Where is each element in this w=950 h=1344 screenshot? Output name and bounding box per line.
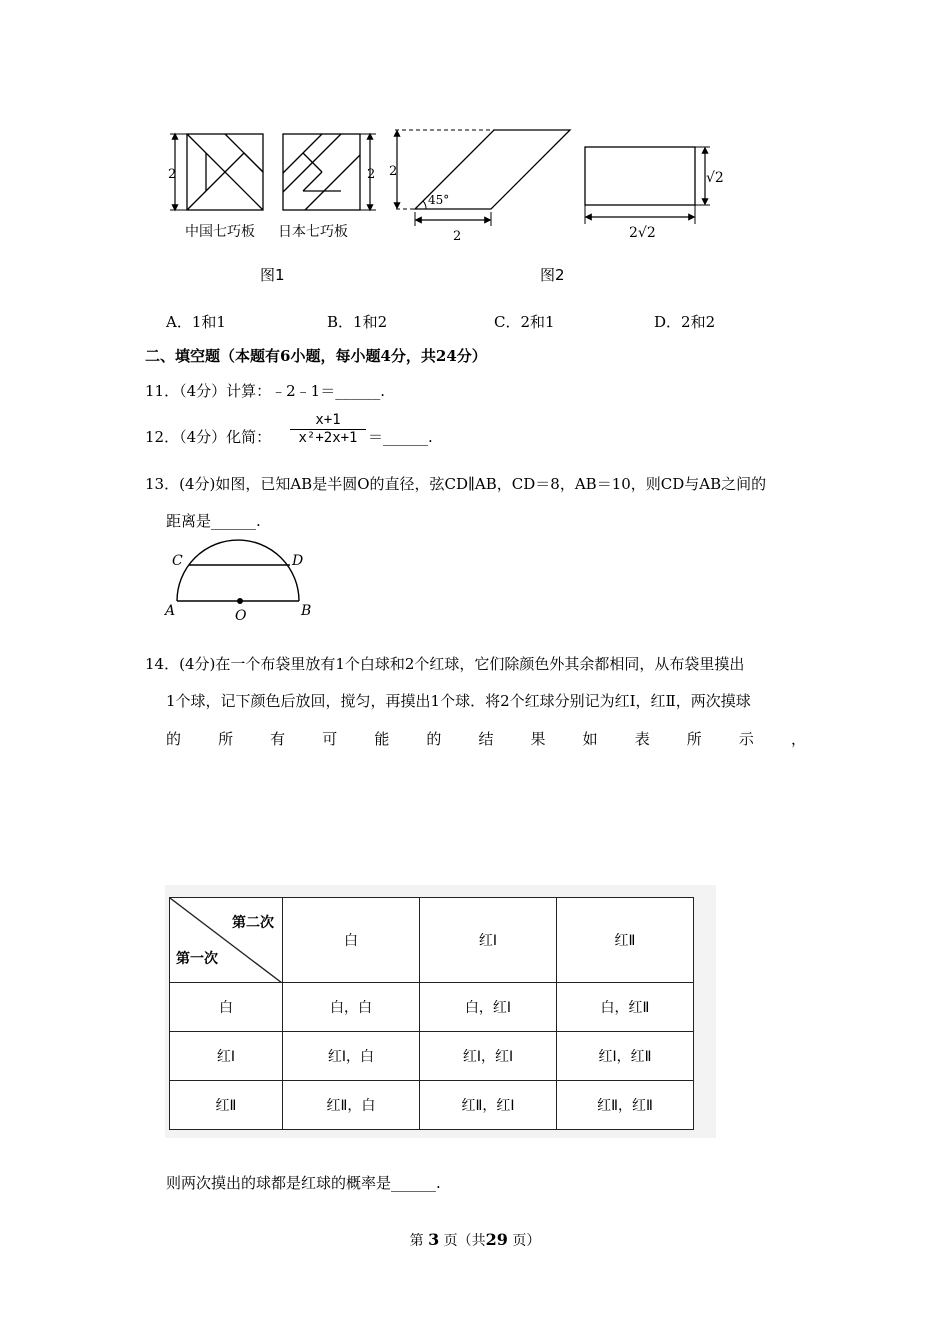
outcome-table — [169, 897, 694, 1130]
question-14-line3: 的 所 有 可 能 的 结 果 如 表 所 示 ， — [166, 730, 806, 748]
question-13-line1: 13．(4分)如图，已知AB是半圆O的直径，弦CD∥AB，CD＝8，AB＝10，则CD与AB之间的 — [145, 475, 767, 493]
table-row — [170, 1032, 694, 1081]
option-a: A．1和1 — [166, 313, 226, 331]
tangram-jp-caption: 日本七巧板 — [278, 224, 348, 240]
section-heading: 二、填空题（本题有6小题，每小题4分，共24分） — [145, 347, 487, 365]
question-12-tail: ＝______. — [368, 428, 433, 446]
center-point — [237, 598, 243, 604]
row-header: 红Ⅰ — [170, 1032, 283, 1081]
current-page: 3 — [428, 1230, 440, 1249]
svg-text:√2: √2 — [706, 170, 724, 186]
svg-text:2: 2 — [453, 229, 462, 244]
outcome-table-image — [165, 885, 716, 1138]
option-b: B．1和2 — [327, 313, 388, 331]
question-14-line1: 14．(4分)在一个布袋里放有1个白球和2个红球，它们除颜色外其余都相同，从布袋里摸出 — [145, 655, 745, 673]
page-footer: 第 3 页（共29 页） — [409, 1230, 541, 1249]
svg-text:2: 2 — [389, 164, 398, 179]
question-14-final: 则两次摸出的球都是红球的概率是______. — [166, 1174, 441, 1192]
dim-label-jp: 2 — [367, 167, 376, 182]
chinese-tangram — [187, 134, 263, 210]
svg-text:A: A — [165, 603, 176, 619]
total-pages: 29 — [485, 1230, 508, 1249]
table-cell: 白，白 — [283, 983, 420, 1032]
fraction-denominator: x²+2x+1 — [298, 430, 358, 446]
table-cell: 白，红Ⅱ — [557, 983, 694, 1032]
table-cell: 红Ⅱ，白 — [283, 1081, 420, 1130]
table-row — [170, 1081, 694, 1130]
fraction-numerator: x+1 — [315, 412, 341, 428]
col-header: 红Ⅱ — [557, 898, 694, 983]
angle-label: 45° — [428, 193, 450, 207]
row-header: 红Ⅱ — [170, 1081, 283, 1130]
svg-text:B: B — [301, 603, 312, 619]
option-d: D．2和2 — [654, 313, 716, 331]
svg-text:2√2: 2√2 — [629, 225, 656, 241]
table-cell: 红Ⅰ，红Ⅰ — [420, 1032, 557, 1081]
semicircle-arc — [177, 540, 299, 601]
svg-text:O: O — [235, 608, 247, 624]
question-12: 12．（4分）化简： — [145, 428, 272, 446]
question-11: 11．（4分）计算：﹣2﹣1＝______. — [145, 382, 386, 400]
dim-label-cn: 2 — [168, 167, 177, 182]
fig1-caption: 图1 — [260, 266, 285, 284]
corner-top-label: 第二次 — [232, 915, 274, 931]
rectangle — [585, 147, 695, 205]
col-header: 红Ⅰ — [420, 898, 557, 983]
table-cell: 红Ⅱ，红Ⅱ — [557, 1081, 694, 1130]
japanese-tangram — [283, 134, 360, 210]
table-row — [170, 983, 694, 1032]
question-14-line2: 1个球，记下颜色后放回，搅匀，再摸出1个球．将2个红球分别记为红Ⅰ，红Ⅱ，两次摸球 — [166, 692, 751, 710]
table-cell: 白，红Ⅰ — [420, 983, 557, 1032]
question-13-line2: 距离是______. — [166, 512, 261, 530]
fig2-caption: 图2 — [540, 266, 565, 284]
corner-cell — [170, 898, 283, 983]
row-header: 白 — [170, 983, 283, 1032]
tangram-cn-caption: 中国七巧板 — [185, 224, 255, 240]
fraction — [290, 412, 366, 446]
option-c: C．2和1 — [494, 313, 555, 331]
corner-bottom-label: 第一次 — [176, 951, 218, 967]
table-cell: 红Ⅱ，红Ⅰ — [420, 1081, 557, 1130]
svg-text:D: D — [292, 553, 304, 569]
col-header: 白 — [283, 898, 420, 983]
table-cell: 红Ⅰ，白 — [283, 1032, 420, 1081]
svg-text:C: C — [172, 553, 183, 569]
table-cell: 红Ⅰ，红Ⅱ — [557, 1032, 694, 1081]
semicircle-figure — [160, 535, 320, 625]
figure-tangrams-and-parallelogram — [160, 120, 740, 295]
